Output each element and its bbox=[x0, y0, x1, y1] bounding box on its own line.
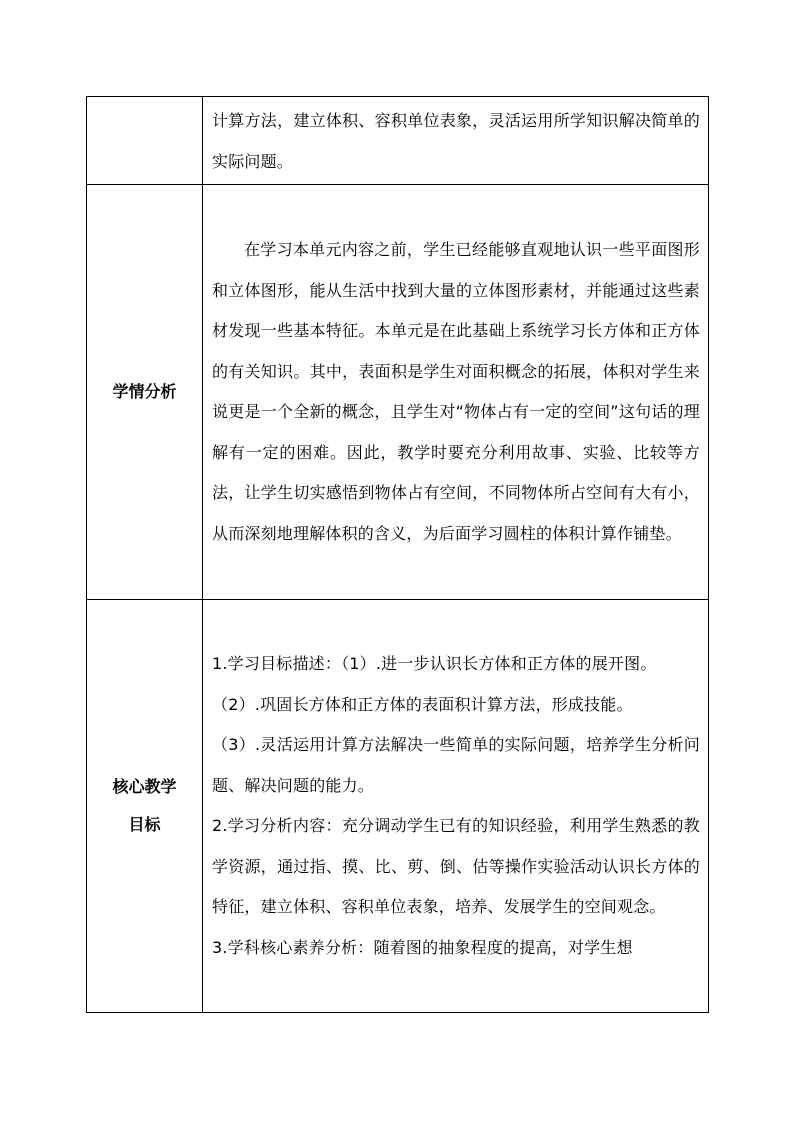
continued-paragraph: 计算方法，建立体积、容积单位表象，灵活运用所学知识解决简单的实际问题。 bbox=[212, 111, 700, 171]
learner-analysis-cell bbox=[203, 185, 709, 600]
objective-paragraph-3: （3）.灵活运用计算方法解决一些简单的实际问题，培养学生分析问题、解决问题的能力。 bbox=[212, 735, 700, 795]
objective-paragraph-2: （2）.巩固长方体和正方体的表面积计算方法，形成技能。 bbox=[212, 694, 633, 714]
row-label-line-1: 核心教学 bbox=[112, 777, 177, 796]
learner-analysis-paragraph: 在学习本单元内容之前，学生已经能够直观地认识一些平面图形和立体图形，能从生活中找到大量的立体图形素材，并能通过这些素材发现一些基本特征。本单元是在此基础上系统学习长方体和正方体的有关知识。其中，表面积是学生对面积概念的拓展，体积对学生来说更是一个全新的概念，且学生对“物体占有一定的空间”这句话的理解有一定的困难。因此，教学时要充分利用故事、实验、比较等方法，让学生切实感悟到物体占有空间，不同物体所占空间有大有小，从而深刻地理解体积的含义，为后面学习圆柱的体积计算作铺垫。 bbox=[212, 240, 700, 543]
core-objectives-cell bbox=[203, 600, 709, 1013]
table-row-core-objectives bbox=[87, 600, 709, 1013]
row-label-learner-analysis: 学情分析 bbox=[87, 185, 203, 600]
objective-paragraph-5: 3.学科核心素养分析：随着图的抽象程度的提高，对学生想 bbox=[212, 937, 633, 957]
row-label-empty bbox=[87, 97, 203, 185]
row-label-core-objectives bbox=[87, 600, 203, 1013]
table-row-continued bbox=[87, 97, 709, 185]
row-label-line-2: 目标 bbox=[128, 815, 161, 834]
table-row-learner-analysis bbox=[87, 185, 709, 600]
lesson-plan-table bbox=[86, 96, 709, 1013]
objective-paragraph-1: 1.学习目标描述：（1）.进一步认识长方体和正方体的展开图。 bbox=[212, 654, 657, 673]
continued-content-cell bbox=[203, 97, 709, 185]
objective-paragraph-4: 2.学习分析内容：充分调动学生已有的知识经验，利用学生熟悉的教学资源，通过指、摸、比、剪、倒、估等操作实验活动认识长方体的特征，建立体积、容积单位表象，培养、发展学生的空间观念。 bbox=[212, 816, 700, 916]
